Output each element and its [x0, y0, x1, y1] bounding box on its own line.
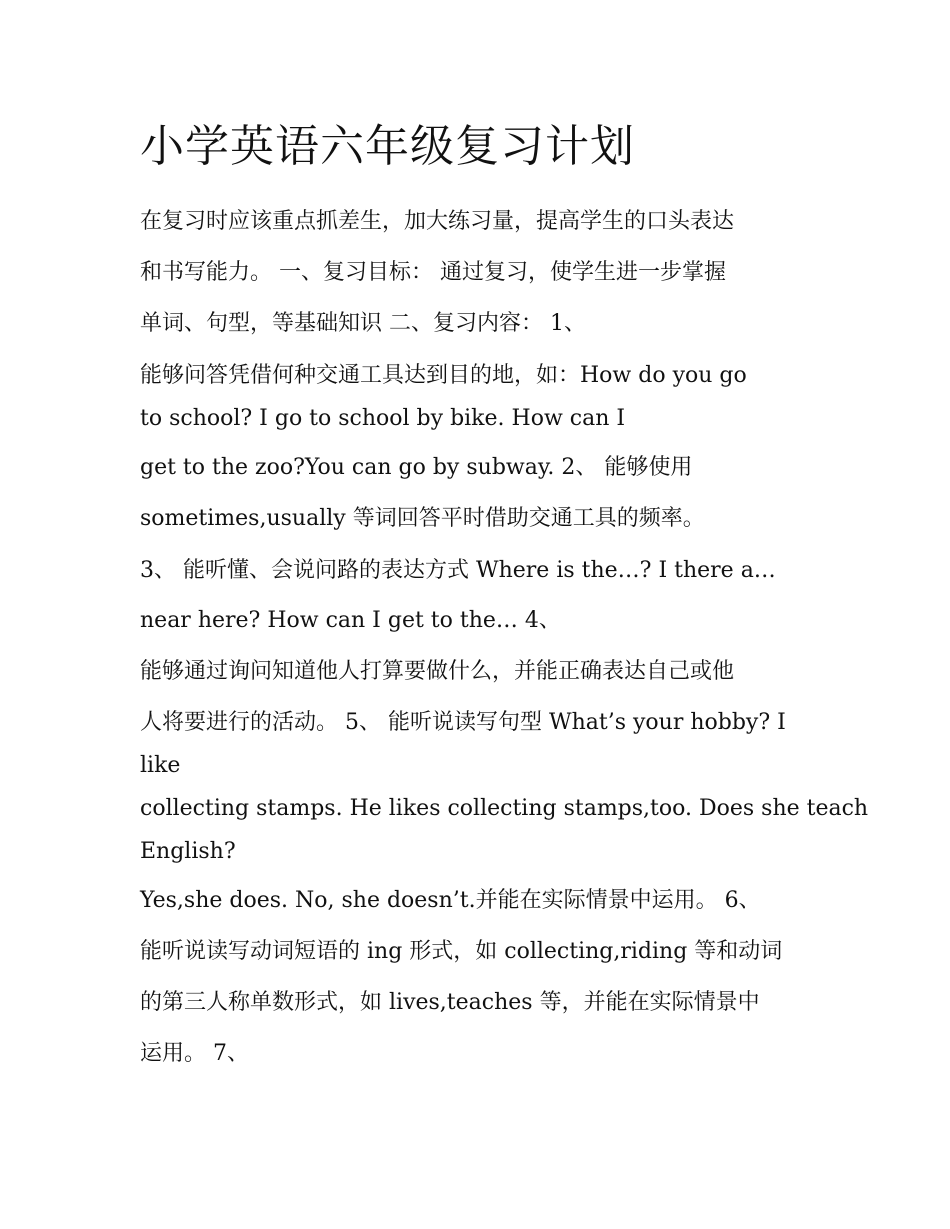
- text-line: get to the zoo?You can go by subway. 2、 能够使用: [140, 455, 693, 480]
- text-line: collecting stamps. He likes collecting stamps,too. Does she teach: [140, 796, 869, 821]
- text-line: 单词、句型，等基础知识 二、复习内容： 1、: [140, 311, 586, 336]
- text-line: 运用。 7、: [140, 1041, 249, 1066]
- text-line: near here? How can I get to the… 4、: [140, 608, 561, 633]
- text-line: like: [140, 753, 181, 778]
- text-line: English?: [140, 839, 236, 864]
- text-line: 人将要进行的活动。 5、 能听说读写句型 What’s your hobby? I: [140, 710, 786, 735]
- text-line: 3、 能听懂、会说问路的表达方式 Where is the…? I there a…: [140, 558, 776, 583]
- text-line: 能够问答凭借何种交通工具达到目的地，如：How do you go: [140, 363, 747, 388]
- text-line: 在复习时应该重点抓差生，加大练习量，提高学生的口头表达: [140, 209, 735, 234]
- text-line: 能听说读写动词短语的 ing 形式，如 collecting,riding 等和动词: [140, 939, 783, 964]
- text-line: 能够通过询问知道他人打算要做什么，并能正确表达自己或他: [140, 659, 735, 684]
- text-line: 和书写能力。 一、复习目标： 通过复习，使学生进一步掌握: [140, 260, 726, 285]
- document-title: 小学英语六年级复习计划: [140, 121, 635, 172]
- text-line: 的第三人称单数形式，如 lives,teaches 等，并能在实际情景中: [140, 990, 760, 1015]
- text-line: to school? I go to school by bike. How can I: [140, 406, 626, 431]
- text-line: Yes,she does. No, she doesn’t.并能在实际情景中运用。 6、: [140, 888, 761, 913]
- text-line: sometimes,usually 等词回答平时借助交通工具的频率。: [140, 506, 705, 531]
